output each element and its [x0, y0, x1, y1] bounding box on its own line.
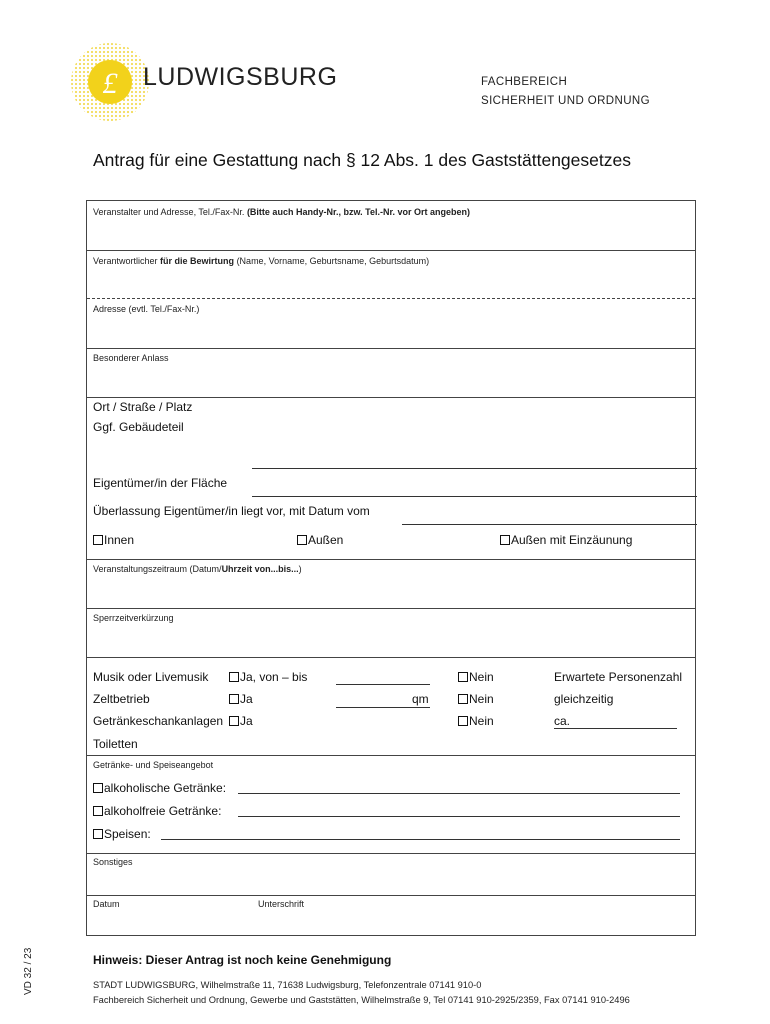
zelt-ja-option[interactable]: Ja	[229, 692, 253, 706]
dashed-divider	[87, 298, 695, 299]
zelt-ja-checkbox[interactable]	[229, 694, 239, 704]
schank-nein-option[interactable]: Nein	[458, 714, 494, 728]
zelt-nein-option[interactable]: Nein	[458, 692, 494, 706]
musik-von-bis-line[interactable]	[336, 684, 430, 685]
gebaeude-line[interactable]	[252, 468, 697, 469]
toiletten-label: Toiletten	[93, 737, 138, 751]
divider	[87, 755, 695, 756]
gebaeude-label: Ggf. Gebäudeteil	[93, 420, 184, 434]
ca-label: ca.	[554, 714, 571, 728]
veranstalter-label: Veranstalter und Adresse, Tel./Fax-Nr. (Bitte auch Handy-Nr., bzw. Tel.-Nr. vor Ort angeben)	[93, 207, 470, 217]
unterschrift-label: Unterschrift	[258, 899, 305, 909]
form-code: VD 32 / 23	[23, 947, 34, 995]
innen-option[interactable]: Innen	[93, 533, 134, 547]
alkoholisch-checkbox[interactable]	[93, 783, 103, 793]
divider	[87, 608, 695, 609]
schank-ja-option[interactable]: Ja	[229, 714, 253, 728]
musik-ja-option[interactable]: Ja, von – bis	[229, 670, 307, 684]
alkoholfrei-checkbox[interactable]	[93, 806, 103, 816]
department-heading	[481, 73, 650, 111]
department-line-2: SICHERHEIT UND ORDNUNG	[481, 95, 650, 107]
schank-nein-checkbox[interactable]	[458, 716, 468, 726]
alkoholisch-option[interactable]: alkoholische Getränke:	[93, 781, 226, 795]
musik-nein-option[interactable]: Nein	[458, 670, 494, 684]
innen-checkbox[interactable]	[93, 535, 103, 545]
zelt-nein-checkbox[interactable]	[458, 694, 468, 704]
aussen-checkbox[interactable]	[297, 535, 307, 545]
ueberlassung-label: Überlassung Eigentümer/in liegt vor, mit Datum vom	[93, 504, 370, 518]
zelt-qm-line[interactable]	[336, 707, 430, 708]
getraenkeschank-label: Getränkeschankanlagen	[93, 714, 224, 728]
ort-label: Ort / Straße / Platz	[93, 400, 193, 414]
department-line-1: FACHBEREICH	[481, 76, 568, 88]
divider	[87, 348, 695, 349]
alkoholfrei-option[interactable]: alkoholfreie Getränke:	[93, 804, 221, 818]
speisen-checkbox[interactable]	[93, 829, 103, 839]
divider	[87, 559, 695, 560]
divider	[87, 250, 695, 251]
qm-label: qm	[412, 692, 429, 706]
ueberlassung-line[interactable]	[402, 524, 697, 525]
speisen-option[interactable]: Speisen:	[93, 827, 151, 841]
footer-line-1: STADT LUDWIGSBURG, Wilhelmstraße 11, 71638 Ludwigsburg, Telefonzentrale 07141 910-0	[93, 980, 482, 990]
musik-nein-checkbox[interactable]	[458, 672, 468, 682]
adresse-label: Adresse (evtl. Tel./Fax-Nr.)	[93, 304, 200, 314]
sperrzeit-label: Sperrzeitverkürzung	[93, 613, 174, 623]
ca-line[interactable]	[554, 728, 677, 729]
divider	[87, 853, 695, 854]
musik-ja-checkbox[interactable]	[229, 672, 239, 682]
zeitraum-label: Veranstaltungszeitraum (Datum/Uhrzeit von...bis...)	[93, 564, 302, 574]
aussen-option[interactable]: Außen	[297, 533, 343, 547]
divider	[87, 895, 695, 896]
alkoholisch-line[interactable]	[238, 793, 680, 794]
eigentuemer-line[interactable]	[252, 496, 697, 497]
footer-line-2: Fachbereich Sicherheit und Ordnung, Gewerbe und Gaststätten, Wilhelmstraße 9, Tel 07141 910-2925/2359, Fax 07141 910-2496	[93, 995, 630, 1005]
divider	[87, 397, 695, 398]
alkoholfrei-line[interactable]	[238, 816, 680, 817]
speisen-line[interactable]	[161, 839, 680, 840]
hinweis-note: Hinweis: Dieser Antrag ist noch keine Genehmigung	[93, 953, 392, 967]
aussen-zaun-checkbox[interactable]	[500, 535, 510, 545]
verantwortlicher-label: Verantwortlicher für die Bewirtung (Name, Vorname, Geburtsname, Geburtsdatum)	[93, 256, 430, 266]
aussen-zaun-option[interactable]: Außen mit Einzäunung	[500, 533, 632, 547]
personenzahl-label: Erwartete Personenzahl	[554, 670, 683, 684]
application-form	[86, 200, 696, 936]
gleichzeitig-label: gleichzeitig	[554, 692, 614, 706]
svg-text:£: £	[102, 67, 118, 100]
sonstiges-label: Sonstiges	[93, 857, 133, 867]
eigentuemer-label: Eigentümer/in der Fläche	[93, 476, 228, 490]
zeltbetrieb-label: Zeltbetrieb	[93, 692, 150, 706]
anlass-label: Besonderer Anlass	[93, 353, 169, 363]
form-title: Antrag für eine Gestattung nach § 12 Abs. 1 des Gaststättengesetzes	[93, 150, 631, 170]
angebot-label: Getränke- und Speiseangebot	[93, 760, 214, 770]
schank-ja-checkbox[interactable]	[229, 716, 239, 726]
ludwigsburg-logo-icon	[70, 42, 150, 122]
datum-label: Datum	[93, 899, 120, 909]
logo-text: LUDWIGSBURG	[143, 63, 338, 91]
divider	[87, 657, 695, 658]
musik-label: Musik oder Livemusik	[93, 670, 209, 684]
